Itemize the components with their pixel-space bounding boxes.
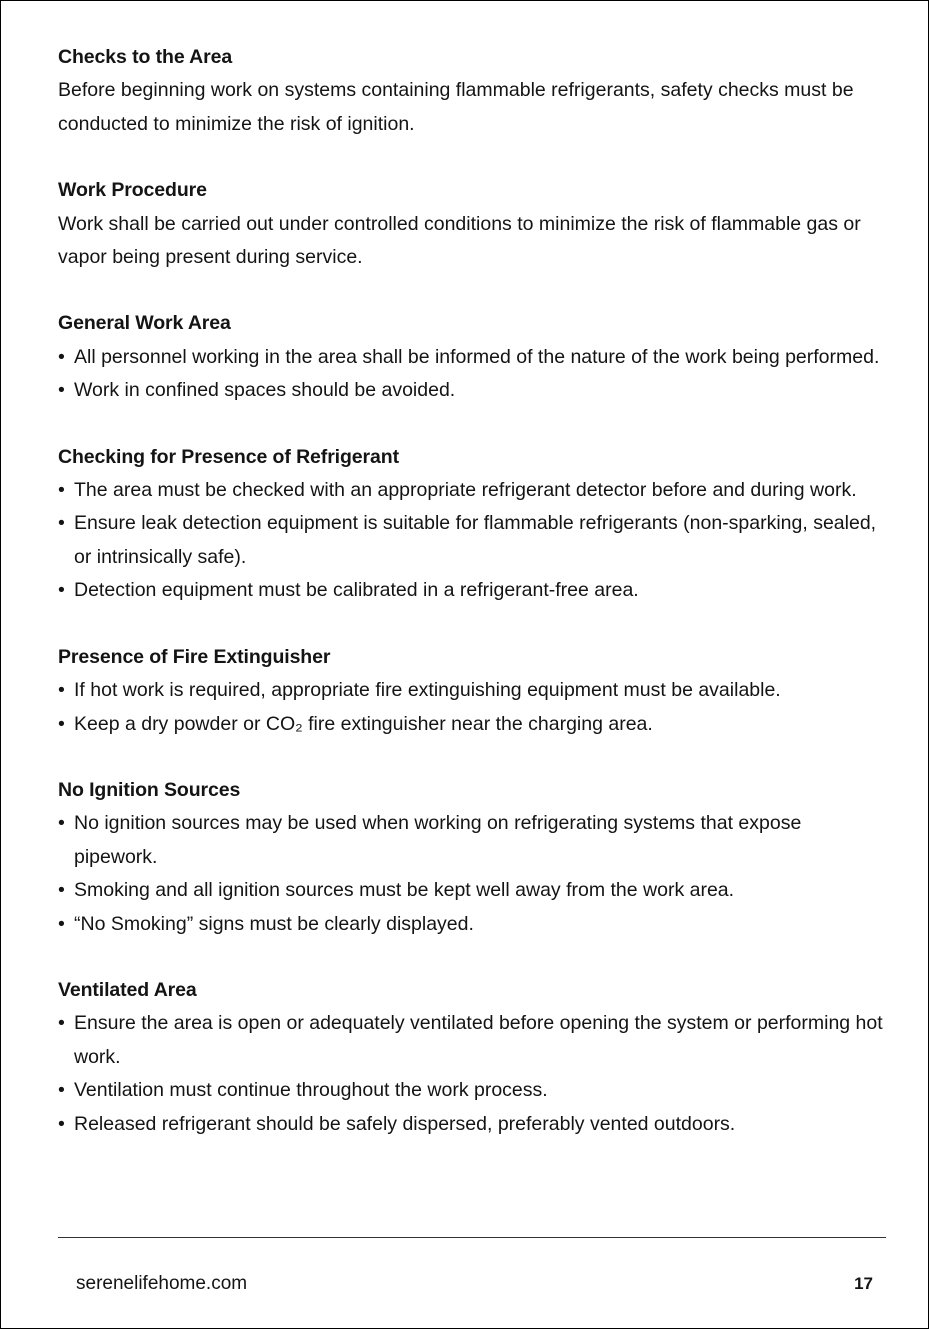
section-heading: General Work Area (58, 312, 231, 335)
section-checks-to-the-area (58, 41, 888, 141)
section-heading: Presence of Fire Extinguisher (58, 645, 331, 668)
bullet-icon: • (58, 345, 65, 368)
bullet-text: Work in confined spaces should be avoided. (74, 379, 456, 402)
section-heading: Checking for Presence of Refrigerant (58, 445, 399, 468)
bullet-item (58, 1074, 888, 1107)
bullet-text: No ignition sources may be used when working on refrigerating systems that expose pipework. (74, 812, 802, 868)
bullet-list (58, 341, 888, 408)
section-checking-for-refrigerant (58, 441, 888, 608)
footer-website: serenelifehome.com (76, 1273, 248, 1294)
bullet-text: If hot work is required, appropriate fire extinguishing equipment must be available. (74, 679, 781, 702)
bullet-icon: • (58, 479, 65, 502)
bullet-text: Ensure the area is open or adequately ventilated before opening the system or performing hot work. (74, 1012, 883, 1068)
section-ventilated-area (58, 974, 888, 1141)
bullet-icon: • (58, 679, 65, 702)
bullet-text: Ventilation must continue throughout the work process. (74, 1079, 548, 1102)
section-paragraph: Work shall be carried out under controlled conditions to minimize the risk of flammable gas or vapor being present during service. (58, 212, 861, 269)
bullet-item (58, 474, 888, 507)
page-content (58, 41, 888, 1174)
bullet-item (58, 807, 888, 874)
section-paragraph: Before beginning work on systems containing flammable refrigerants, safety checks must be conducted to minimize the risk of ignition. (58, 79, 854, 135)
bullet-text: Ensure leak detection equipment is suitable for flammable refrigerants (non-sparking, sealed, or intrinsically safe). (74, 512, 877, 568)
page-number: 17 (854, 1274, 873, 1293)
bullet-icon: • (58, 879, 65, 902)
bullet-item (58, 708, 888, 741)
bullet-icon: • (58, 912, 65, 935)
bullet-icon: • (58, 579, 65, 602)
bullet-item (58, 574, 888, 607)
bullet-icon: • (58, 512, 65, 535)
bullet-item (58, 874, 888, 907)
section-heading: Ventilated Area (58, 978, 197, 1001)
bullet-item (58, 1108, 888, 1141)
section-fire-extinguisher (58, 641, 888, 741)
bullet-list (58, 474, 888, 608)
bullet-text: Detection equipment must be calibrated in a refrigerant-free area. (74, 579, 639, 602)
section-heading: Work Procedure (58, 179, 207, 202)
bullet-icon: • (58, 379, 65, 402)
section-work-procedure (58, 174, 888, 274)
bullet-text: All personnel working in the area shall be informed of the nature of the work being performed. (74, 345, 880, 368)
section-heading: No Ignition Sources (58, 778, 241, 801)
section-no-ignition-sources (58, 774, 888, 941)
bullet-text: “No Smoking” signs must be clearly displayed. (74, 912, 474, 935)
bullet-list (58, 674, 888, 741)
section-general-work-area (58, 307, 888, 407)
bullet-item (58, 674, 888, 707)
bullet-item (58, 908, 888, 941)
bullet-item (58, 341, 888, 374)
section-heading: Checks to the Area (58, 46, 233, 68)
footer-divider (58, 1237, 886, 1238)
bullet-icon: • (58, 712, 65, 735)
bullet-text: The area must be checked with an appropriate refrigerant detector before and during work. (74, 479, 857, 502)
bullet-icon: • (58, 1112, 65, 1135)
bullet-text: Released refrigerant should be safely dispersed, preferably vented outdoors. (74, 1112, 736, 1135)
bullet-list (58, 1007, 888, 1141)
bullet-item (58, 1007, 888, 1074)
bullet-item (58, 507, 888, 574)
bullet-item (58, 374, 888, 407)
bullet-icon: • (58, 812, 65, 835)
bullet-icon: • (58, 1079, 65, 1102)
bullet-icon: • (58, 1012, 65, 1035)
bullet-text: Smoking and all ignition sources must be kept well away from the work area. (74, 879, 735, 902)
bullet-list (58, 807, 888, 941)
bullet-text: Keep a dry powder or CO₂ fire extinguisher near the charging area. (74, 712, 653, 735)
